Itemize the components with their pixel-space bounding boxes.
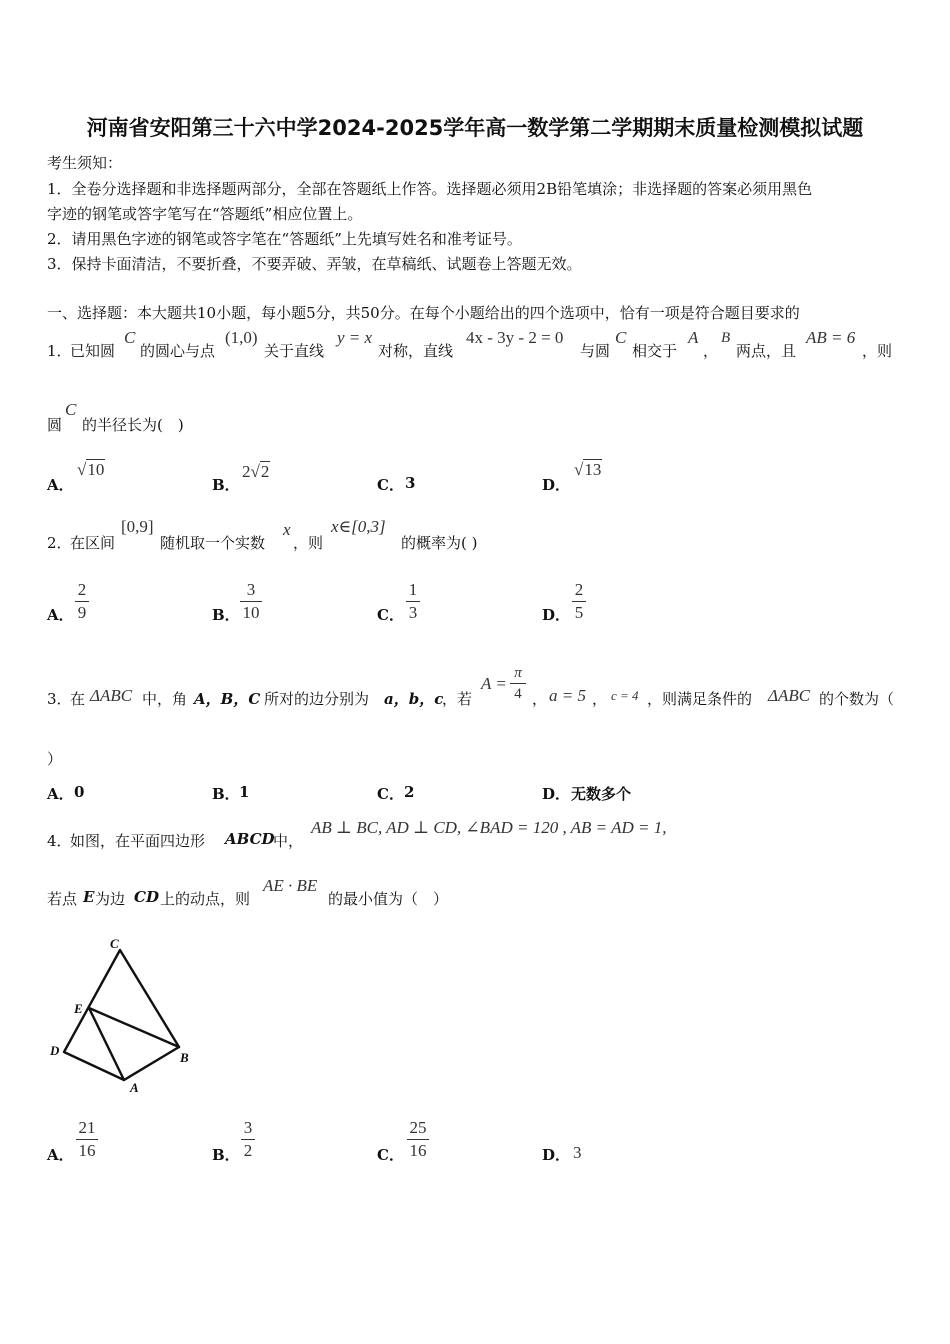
math-expr: x: [283, 520, 291, 539]
option-fraction: 2 5: [572, 580, 586, 623]
option-fraction: 1 3: [406, 580, 420, 623]
math-expr: a = 5: [549, 686, 586, 705]
math-expr: AB = 6: [806, 328, 856, 347]
q3-option-c[interactable]: [377, 783, 517, 805]
question-text: 两点，且: [736, 342, 797, 360]
section-heading: 一、选择题：本大题共10小题，每小题5分，共50分。在每个小题给出的四个选项中，恰有一项是符合题目要求的: [47, 304, 800, 322]
math-expr: AE · BE: [263, 876, 318, 895]
option-label: D．: [542, 1146, 571, 1164]
question-number: 1．: [47, 342, 72, 360]
q3-option-b[interactable]: [212, 783, 352, 805]
question-text: 的概率为( ): [401, 534, 478, 552]
option-label: B．: [212, 785, 240, 803]
math-expr: C: [65, 400, 77, 419]
question-text: 在: [70, 690, 86, 708]
question-text: 所对的边分别为: [264, 690, 370, 708]
q4-option-b[interactable]: [212, 1118, 352, 1168]
option-value: 3: [405, 474, 416, 492]
question-4: [47, 816, 747, 852]
option-label: D．: [542, 606, 571, 624]
q2-option-c[interactable]: [377, 578, 517, 628]
option-fraction: 25 16: [407, 1118, 429, 1161]
question-1-line-2: [47, 400, 347, 434]
question-number: 2．: [47, 534, 72, 552]
question-text: 随机取一个实数: [160, 534, 266, 552]
figure-label-e: E: [74, 1001, 83, 1016]
question-number: 4．: [47, 832, 72, 850]
math-expr: ΔABC: [768, 686, 811, 705]
question-4-line-2: [47, 876, 547, 910]
question-text: 的半径长为( ): [82, 416, 184, 434]
option-fraction: 3 2: [241, 1118, 255, 1161]
math-expr: C: [615, 328, 627, 347]
notice-item: 3．保持卡面清洁，不要折叠，不要弄破、弄皱，在草稿纸、试题卷上答题无效。: [47, 255, 582, 273]
q4-option-a[interactable]: [47, 1118, 187, 1168]
question-text: 已知圆: [70, 342, 116, 360]
q1-option-b[interactable]: [212, 458, 352, 494]
option-value: √13: [574, 460, 602, 479]
question-2: [47, 517, 567, 553]
q2-option-b[interactable]: [212, 578, 352, 628]
math-expr: ΔABC: [90, 686, 133, 705]
figure-label-d: D: [50, 1043, 60, 1058]
math-expr: C: [124, 328, 136, 347]
option-label: D．: [542, 476, 571, 494]
question-text: ，则满足条件的: [647, 690, 753, 708]
question-3: [47, 664, 917, 712]
math-expr: c = 4: [611, 688, 639, 703]
option-label: A．: [47, 1146, 74, 1164]
question-text: A，B，C: [194, 690, 261, 708]
option-label: D．: [542, 785, 571, 803]
option-fraction: 21 16: [76, 1118, 98, 1161]
question-text: 圆: [47, 416, 63, 434]
question-text: 上的动点，则: [160, 890, 251, 908]
question-1: [47, 328, 907, 368]
q2-option-a[interactable]: [47, 578, 187, 628]
option-value: 2: [404, 783, 415, 801]
figure-label-c: C: [110, 936, 119, 951]
option-label: A．: [47, 476, 74, 494]
question-text: 为边: [95, 890, 126, 908]
question-text: 与圆: [580, 342, 611, 360]
q1-option-d[interactable]: [542, 458, 682, 494]
option-label: A．: [47, 785, 74, 803]
quadrilateral-figure: [44, 934, 204, 1099]
option-value: 2√2: [242, 462, 270, 481]
figure-label-b: B: [180, 1050, 189, 1065]
option-label: C．: [377, 785, 404, 803]
q3-option-d[interactable]: [542, 783, 702, 805]
q4-option-c[interactable]: [377, 1118, 517, 1168]
question-text: 的最小值为（ ）: [328, 890, 449, 908]
option-label: C．: [377, 476, 404, 494]
math-expr: y = x: [337, 328, 373, 347]
math-expr: [0,9]: [121, 517, 154, 536]
q1-option-a[interactable]: [47, 458, 187, 494]
question-text: 若点: [47, 890, 78, 908]
question-text: 在区间: [70, 534, 116, 552]
question-text: CD: [134, 888, 159, 906]
question-number: 3．: [47, 690, 72, 708]
notice-heading: 考生须知：: [47, 154, 123, 172]
question-text: ，: [532, 690, 548, 708]
option-label: C．: [377, 1146, 404, 1164]
q2-option-d[interactable]: [542, 578, 682, 628]
question-text: ，: [592, 690, 608, 708]
math-expr: A =: [481, 674, 507, 693]
notice-item: 1．全卷分选择题和非选择题两部分，全部在答题纸上作答。选择题必须用2B铅笔填涂；非选择题的答案必须用黑色: [47, 180, 813, 198]
question-text: ，则: [862, 342, 893, 360]
q4-option-d[interactable]: [542, 1118, 682, 1168]
page-title: 河南省安阳第三十六中学2024-2025学年高一数学第二学期期末质量检测模拟试题: [86, 116, 864, 140]
option-fraction: 3 10: [240, 580, 262, 623]
question-text: ，若: [442, 690, 473, 708]
math-expr: (1,0): [225, 328, 258, 347]
option-value: 0: [74, 783, 85, 801]
question-text: 的圆心与点: [140, 342, 216, 360]
q1-option-c[interactable]: [377, 458, 517, 494]
question-text: ，: [703, 342, 719, 360]
q3-option-a[interactable]: [47, 783, 187, 805]
notice-item: 2．请用黑色字迹的钢笔或答字笔在“答题纸”上先填写姓名和准考证号。: [47, 230, 522, 248]
math-expr: A: [688, 328, 699, 347]
option-label: A．: [47, 606, 74, 624]
question-text: 的个数为（: [819, 690, 895, 708]
math-fraction: π 4: [510, 664, 526, 703]
question-text: 相交于: [632, 342, 678, 360]
question-text: ）: [47, 750, 63, 768]
option-value: √10: [77, 460, 105, 479]
option-label: B．: [212, 606, 240, 624]
option-fraction: 2 9: [75, 580, 89, 623]
question-text: 关于直线: [264, 342, 325, 360]
question-text: ABCD: [225, 830, 275, 848]
option-label: C．: [377, 606, 404, 624]
question-text: 中，: [273, 832, 304, 850]
math-expr: 4x - 3y - 2 = 0: [466, 328, 564, 347]
question-text: 中，角: [142, 690, 188, 708]
math-expr: AB ⊥ BC, AD ⊥ CD, ∠BAD = 120 , AB = AD = 1,: [311, 818, 667, 837]
question-text: 如图，在平面四边形: [70, 832, 206, 850]
option-label: B．: [212, 476, 240, 494]
option-value: 1: [239, 783, 250, 801]
notice-item: 字迹的钢笔或答字笔写在“答题纸”相应位置上。: [47, 205, 363, 223]
option-label: B．: [212, 1146, 240, 1164]
option-value: 无数多个: [571, 785, 632, 803]
math-expr: B: [721, 330, 731, 346]
option-value: 3: [573, 1143, 582, 1162]
question-text: E: [83, 888, 95, 906]
question-text: ，则: [293, 534, 324, 552]
question-text: 对称，直线: [378, 342, 454, 360]
figure-label-a: A: [130, 1080, 139, 1095]
question-text: a，b，c: [384, 690, 444, 708]
math-expr: x∈[0,3]: [331, 517, 386, 536]
